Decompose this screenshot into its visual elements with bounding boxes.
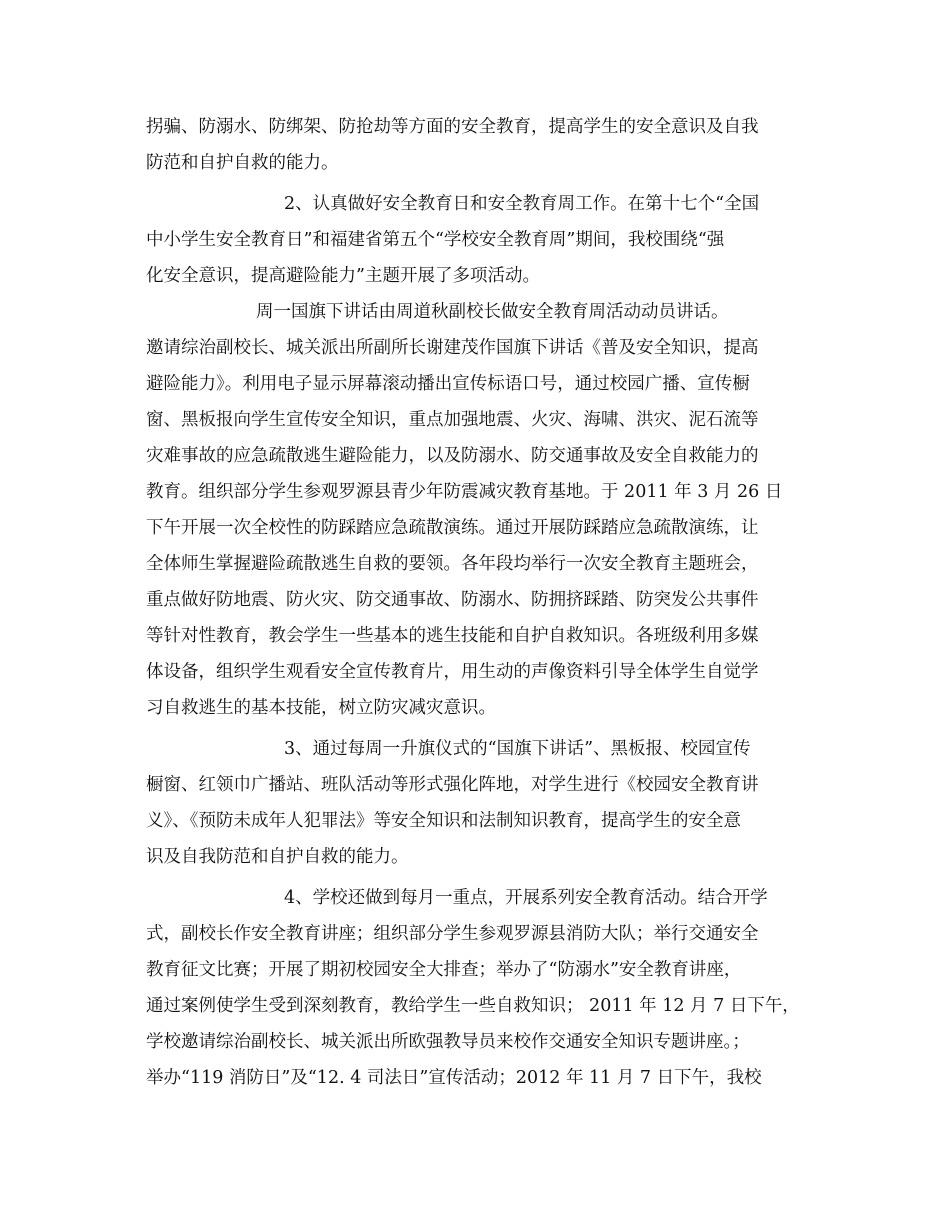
text-line: 全体师生掌握避险疏散逃生自救的要领。各年段均举行一次安全教育主题班会， — [146, 554, 759, 574]
text-line: 识及自我防范和自护自救的能力。 — [146, 847, 409, 867]
text-line: 通过案例使学生受到深刻教育，教给学生一些自救知识； 2011 年 12 月 7 日下午， — [146, 996, 800, 1016]
paragraph-activity-first-line: 周一国旗下讲话由周道秋副校长做安全教育周活动动员讲话。 — [256, 302, 729, 322]
text-line: 举办“119 消防日”及“12. 4 司法日”宣传活动；2012 年 11 月 7 日下午，我校 — [146, 1068, 762, 1088]
text-line: 中小学生安全教育日”和福建省第五个“学校安全教育周”期间，我校围绕“强 — [146, 230, 725, 250]
text-line: 重点做好防地震、防火灾、防交通事故、防溺水、防拥挤踩踏、防突发公共事件 — [146, 590, 759, 610]
text-line: 体设备，组织学生观看安全宣传教育片，用生动的声像资料引导全体学生自觉学 — [146, 662, 759, 682]
paragraph-2-first-line: 2、认真做好安全教育日和安全教育周工作。在第十七个“全国 — [284, 194, 760, 214]
text-line: 教育征文比赛；开展了期初校园安全大排查；举办了“防溺水”安全教育讲座， — [146, 960, 742, 980]
text-line: 式，副校长作安全教育讲座；组织部分学生参观罗源县消防大队；举行交通安全 — [146, 924, 759, 944]
text-line: 下午开展一次全校性的防踩踏应急疏散演练。通过开展防踩踏应急疏散演练，让 — [146, 518, 759, 538]
text-line: 习自救逃生的基本技能，树立防灾减灾意识。 — [146, 698, 496, 718]
paragraph-4-first-line: 4、学校还做到每月一重点，开展系列安全教育活动。结合开学 — [284, 888, 768, 908]
text-line: 防范和自护自救的能力。 — [146, 153, 339, 173]
text-line: 化安全意识，提高避险能力”主题开展了多项活动。 — [146, 266, 540, 286]
text-line: 等针对性教育，教会学生一些基本的逃生技能和自护自救知识。各班级利用多媒 — [146, 626, 759, 646]
text-line: 避险能力》。利用电子显示屏幕滚动播出宣传标语口号，通过校园广播、宣传橱 — [146, 374, 750, 394]
text-line: 义》、《预防未成年人犯罪法》等安全知识和法制知识教育，提高学生的安全意 — [146, 811, 741, 831]
text-line: 邀请综治副校长、城关派出所副所长谢建茂作国旗下讲话《普及安全知识，提高 — [146, 338, 759, 358]
text-line: 教育。组织部分学生参观罗源县青少年防震减灾教育基地。于 2011 年 3 月 26 日 — [146, 482, 783, 502]
text-line: 学校邀请综治副校长、城关派出所欧强教导员来校作交通安全知识专题讲座。； — [146, 1032, 750, 1052]
text-line: 拐骗、防溺水、防绑架、防抢劫等方面的安全教育，提高学生的安全意识及自我 — [146, 117, 759, 137]
paragraph-3-first-line: 3、通过每周一升旗仪式的“国旗下讲话”、黑板报、校园宣传 — [284, 739, 751, 759]
text-line: 橱窗、红领巾广播站、班队活动等形式强化阵地，对学生进行《校园安全教育讲 — [146, 775, 759, 795]
text-line: 灾难事故的应急疏散逃生避险能力，以及防溺水、防交通事故及安全自救能力的 — [146, 446, 759, 466]
text-line: 窗、黑板报向学生宣传安全知识，重点加强地震、火灾、海啸、洪灾、泥石流等 — [146, 410, 759, 430]
